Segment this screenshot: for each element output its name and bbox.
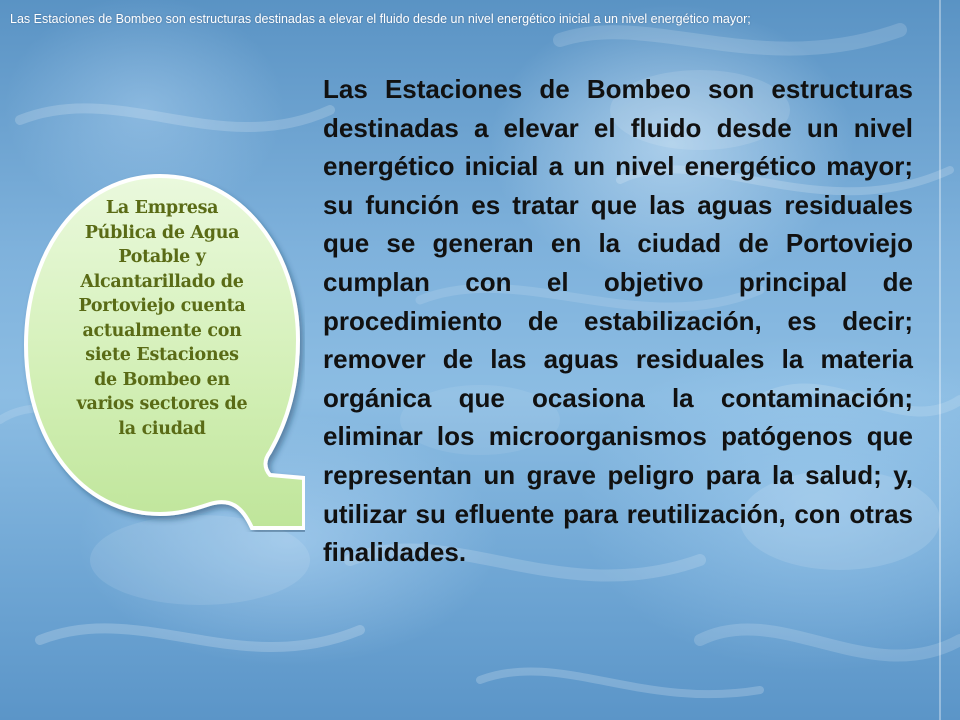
callout-text: La Empresa Pública de Agua Potable y Alcantarillado de Portoviejo cuenta actualmente con siete Estaciones de Bombeo en varios sectores de la ciudad xyxy=(76,198,248,439)
speech-bubble-callout xyxy=(20,170,305,532)
header-caption: Las Estaciones de Bombeo son estructuras destinadas a elevar el fluido desde un nivel energético inicial a un nivel energético mayor; xyxy=(10,12,751,26)
main-paragraph: Las Estaciones de Bombeo son estructuras destinadas a elevar el fluido desde un nivel energético inicial a un nivel energético mayor; su función es tratar que las aguas residuales que se generan en la ciudad de Portoviejo cumplan con el objetivo principal de procedimiento de estabilización, es decir; remover de las aguas residuales la materia orgánica que ocasiona la contaminación; eliminar los microorganismos patógenos que representan un grave peligro para la salud; y, utilizar su efluente para reutilización, con otras finalidades. xyxy=(323,74,913,568)
